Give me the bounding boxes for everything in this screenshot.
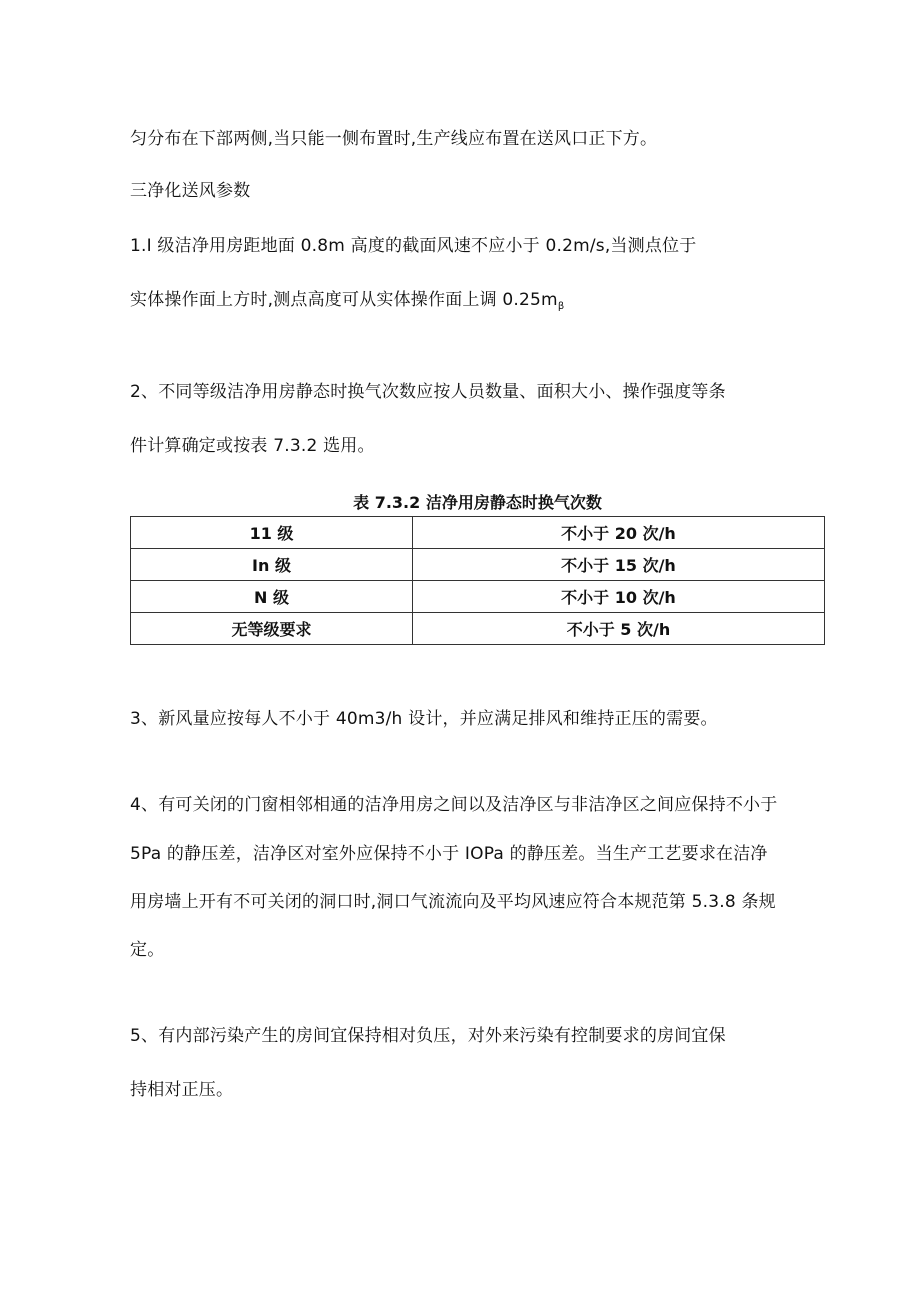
paragraph-5-line-2: 持相对正压。	[130, 1080, 234, 1100]
paragraph-4-line-1: 4、有可关闭的门窗相邻相通的洁净用房之间以及洁净区与非洁净区之间应保持不小于	[130, 795, 778, 815]
table-caption: 表 7.3.2 洁净用房静态时换气次数	[353, 493, 602, 512]
paragraph-1-line-1: 1.I 级洁净用房距地面 0.8m 高度的截面风速不应小于 0.2m/s,当测点位于	[130, 236, 697, 256]
rate-cell: 不小于 15 次/h	[413, 549, 825, 581]
paragraph-2-line-1: 2、不同等级洁净用房静态时换气次数应按人员数量、面积大小、操作强度等条	[130, 382, 726, 402]
table-row	[131, 549, 825, 581]
grade-cell: 11 级	[131, 517, 413, 549]
paragraph-4-line-2: 5Pa 的静压差，洁净区对室外应保持不小于 IOPa 的静压差。当生产工艺要求在洁净	[130, 844, 768, 864]
grade-cell: In 级	[131, 549, 413, 581]
table-row	[131, 613, 825, 645]
rate-cell: 不小于 5 次/h	[413, 613, 825, 645]
air-change-table	[130, 516, 825, 645]
paragraph-4-line-4: 定。	[130, 940, 165, 960]
subscript-beta: β	[557, 301, 565, 312]
grade-cell: N 级	[131, 581, 413, 613]
grade-cell: 无等级要求	[131, 613, 413, 645]
paragraph-4-line-3: 用房墙上开有不可关闭的洞口时,洞口气流流向及平均风速应符合本规范第 5.3.8 条规	[130, 892, 776, 912]
table-row	[131, 517, 825, 549]
table-row	[131, 581, 825, 613]
paragraph-continuation: 匀分布在下部两侧,当只能一侧布置时,生产线应布置在送风口正下方。	[130, 129, 658, 149]
paragraph-1-line-2	[130, 289, 564, 318]
paragraph-5-line-1: 5、有内部污染产生的房间宜保持相对负压，对外来污染有控制要求的房间宜保	[130, 1026, 726, 1046]
rate-cell: 不小于 10 次/h	[413, 581, 825, 613]
paragraph-3: 3、新风量应按每人不小于 40m3/h 设计，并应满足排风和维持正压的需要。	[130, 709, 718, 729]
paragraph-2-line-2: 件计算确定或按表 7.3.2 选用。	[130, 436, 375, 456]
rate-cell: 不小于 20 次/h	[413, 517, 825, 549]
paragraph-1-line-2-text: 实体操作面上方时,测点高度可从实体操作面上调 0.25m	[130, 290, 558, 310]
section-heading: 三净化送风参数	[130, 181, 251, 201]
